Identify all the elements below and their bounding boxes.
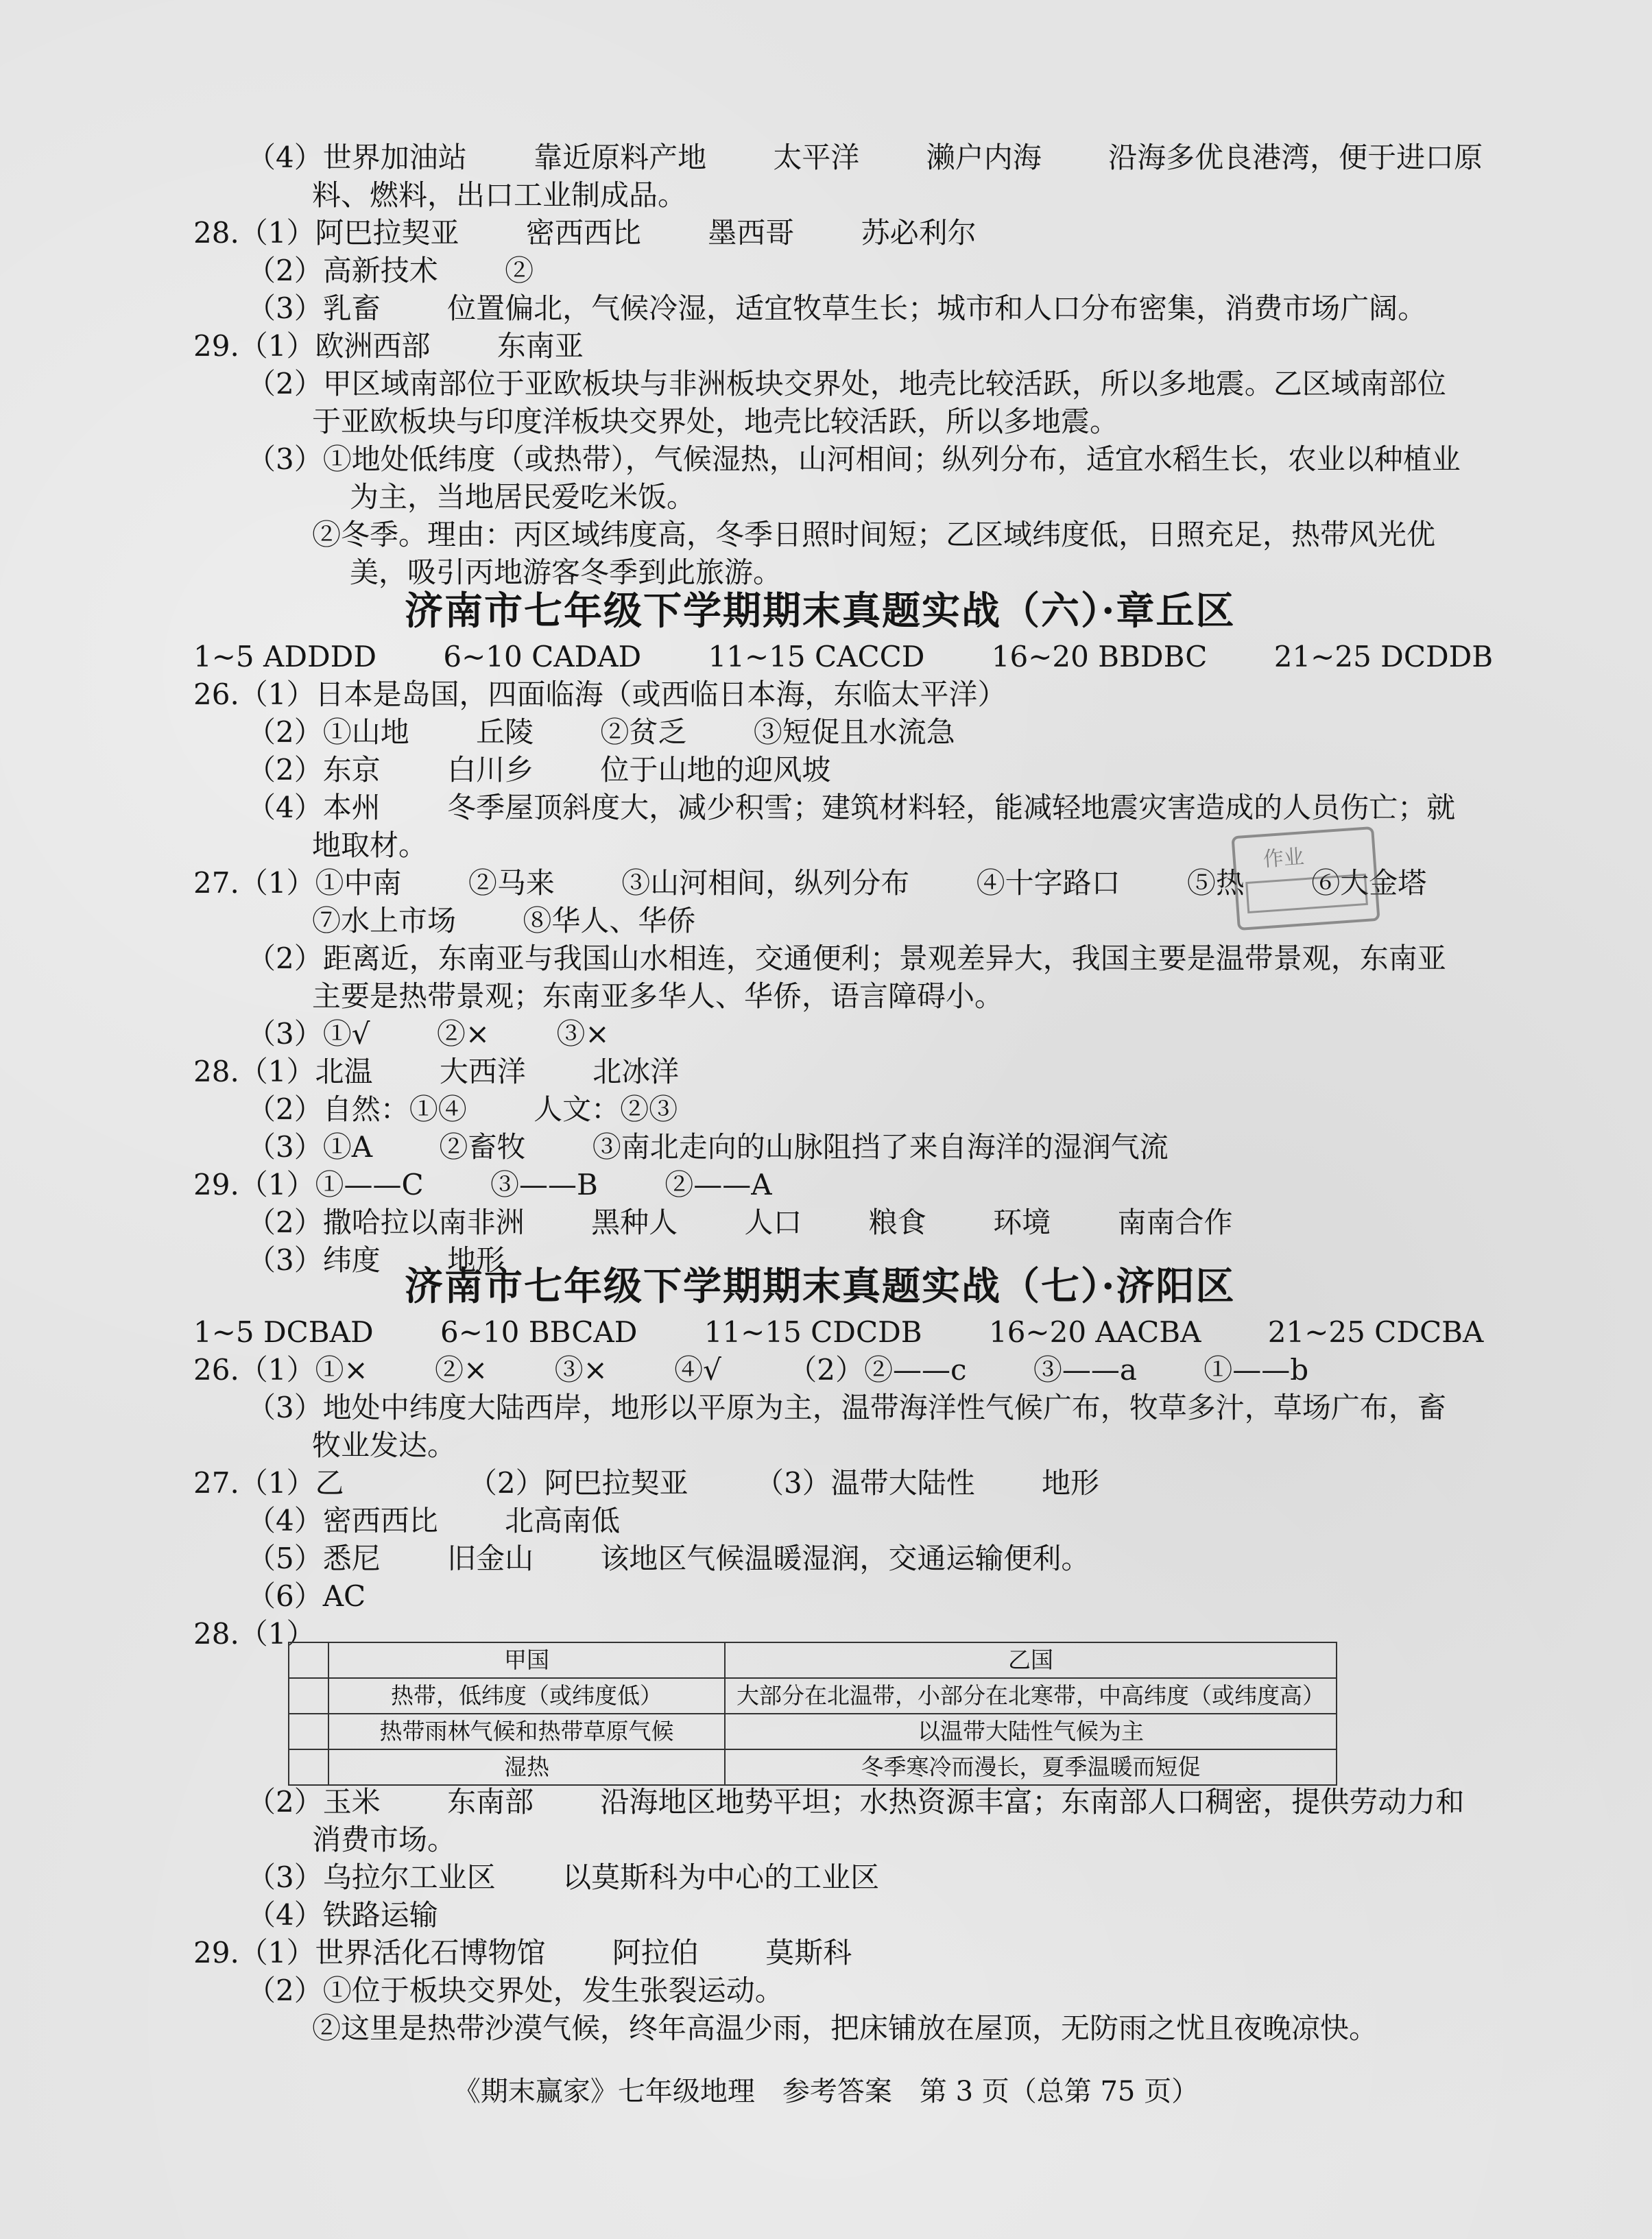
table-cell: 冬季寒冷而漫长，夏季温暖而短促 [725,1749,1337,1785]
answer-line: （2）距离近，东南亚与我国山水相连，交通便利；景观差异大，我国主要是温带景观，东南亚 [247,942,1446,975]
stamp-inner-box [1245,874,1368,913]
answer-line: 为主，当地居民爱吃米饭。 [350,480,696,514]
answer-line: （3）地处中纬度大陆西岸，地形以平原为主，温带海洋性气候广布，牧草多汁，草场广布，畜 [247,1391,1446,1424]
answer-line: ②冬季。理由：丙区域纬度高，冬季日照时间短；乙区域纬度低，日照充足，热带风光优 [312,518,1436,551]
answer-line: ②这里是热带沙漠气候，终年高温少雨，把床铺放在屋顶，无防雨之忧且夜晚凉快。 [312,2011,1378,2045]
table-cell [289,1749,328,1785]
answer-line: （4）世界加油站 靠近原料产地 太平洋 濑户内海 沿海多优良港湾，便于进口原 [247,141,1483,174]
answer-line: （3）乳畜 位置偏北，气候冷湿，适宜牧草生长；城市和人口分布密集，消费市场广阔。 [247,291,1427,325]
table-row [289,1749,1337,1785]
table-cell: 湿热 [328,1749,725,1785]
answer-line: （4）密西西比 北高南低 [247,1504,621,1537]
answer-line: （2）撒哈拉以南非洲 黑种人 人口 粮食 环境 南南合作 [247,1206,1233,1239]
answer-line: 29.（1）世界活化石博物馆 阿拉伯 莫斯科 [193,1936,852,1969]
answer-line: （2）高新技术 ② [247,254,534,287]
table-cell [289,1714,328,1749]
answer-line: 美，吸引丙地游客冬季到此旅游。 [350,555,782,589]
answer-line: 27.（1）①中南 ②马来 ③山河相间，纵列分布 ④十字路口 ⑤热 ⑥大金塔 [193,866,1427,900]
answer-line: 于亚欧板块与印度洋板块交界处，地壳比较活跃，所以多地震。 [312,405,1119,438]
answer-line: （4）本州 冬季屋顶斜度大，减少积雪；建筑材料轻，能减轻地震灾害造成的人员伤亡；就 [247,791,1456,824]
answer-line: （3）①√ ②× ③× [247,1017,610,1051]
table-cell [289,1642,328,1678]
page-footer: 《期末赢家》七年级地理 参考答案 第 3 页（总第 75 页） [453,2076,1199,2107]
answer-line: 1~5 ADDDD 6~10 CADAD 11~15 CACCD 16~20 BBDBC 21~25 DCDDB [193,640,1494,673]
table-row [289,1678,1337,1714]
section-title: 济南市七年级下学期期末真题实战（六）·章丘区 [405,588,1236,634]
answer-line: （2）①山地 丘陵 ②贫乏 ③短促且水流急 [247,715,955,749]
section-title: 济南市七年级下学期期末真题实战（七）·济阳区 [405,1264,1236,1309]
answer-line: 1~5 DCBAD 6~10 BBCAD 11~15 CDCDB 16~20 AACBA 21~25 CDCBA [193,1315,1484,1349]
answer-line: 地取材。 [312,828,428,862]
answer-line: 29.（1）①——C ③——B ②——A [193,1168,772,1201]
answer-line: 26.（1）①× ②× ③× ④√ （2）②——c ③——a ①——b [193,1353,1309,1387]
answer-table [288,1642,1337,1786]
table-cell: 热带，低纬度（或纬度低） [328,1678,725,1714]
answer-line: 牧业发达。 [312,1428,457,1462]
table-cell: 以温带大陆性气候为主 [725,1714,1337,1749]
table-cell: 大部分在北温带，小部分在北寒带，中高纬度（或纬度高） [725,1678,1337,1714]
answer-line: （2）自然：①④ 人文：②③ [247,1092,678,1126]
answer-line: 29.（1）欧洲西部 东南亚 [193,329,584,363]
answer-line: 27.（1）乙 （2）阿巴拉契亚 （3）温带大陆性 地形 [193,1466,1100,1500]
stamp-seal [1231,826,1380,931]
answer-line: 28.（1）北温 大西洋 北冰洋 [193,1055,680,1088]
table-header-row [289,1642,1337,1678]
answer-line: （3）乌拉尔工业区 以莫斯科为中心的工业区 [247,1860,880,1894]
answer-line: 料、燃料，出口工业制成品。 [312,178,687,212]
table-cell: 热带雨林气候和热带草原气候 [328,1714,725,1749]
answer-line: 28.（1） [193,1617,315,1651]
answer-line: 26.（1）日本是岛国，四面临海（或西临日本海，东临太平洋） [193,678,1007,711]
answer-line: （3）纬度 地形 [247,1243,505,1277]
answer-line: （2）玉米 东南部 沿海地区地势平坦；水热资源丰富；东南部人口稠密，提供劳动力和 [247,1785,1465,1819]
answer-line: （3）①地处低纬度（或热带），气候湿热，山河相间；纵列分布，适宜水稻生长，农业以种植业 [247,442,1461,476]
answer-line: 28.（1）阿巴拉契亚 密西西比 墨西哥 苏必利尔 [193,216,977,250]
table-cell [289,1678,328,1714]
answer-line: 主要是热带景观；东南亚多华人、华侨，语言障碍小。 [312,979,1004,1013]
answer-line: 消费市场。 [312,1823,457,1856]
answer-line: （3）①A ②畜牧 ③南北走向的山脉阻挡了来自海洋的湿润气流 [247,1130,1169,1164]
answer-line: （2）①位于板块交界处，发生张裂运动。 [247,1974,784,2007]
answer-line: （2）东京 白川乡 位于山地的迎风坡 [247,753,831,787]
table-cell: 甲国 [328,1642,725,1678]
stamp-text: 作业 [1262,845,1306,872]
table-cell: 乙国 [725,1642,1337,1678]
answer-line: （5）悉尼 旧金山 该地区气候温暖湿润，交通运输便利。 [247,1542,1090,1575]
table-row [289,1714,1337,1749]
answer-line: （4）铁路运输 [247,1898,438,1932]
answer-line: （2）甲区域南部位于亚欧板块与非洲板块交界处，地壳比较活跃，所以多地震。乙区域南部位 [247,367,1446,400]
answer-line: （6）AC [247,1579,366,1613]
answer-line: ⑦水上市场 ⑧华人、华侨 [312,904,696,937]
